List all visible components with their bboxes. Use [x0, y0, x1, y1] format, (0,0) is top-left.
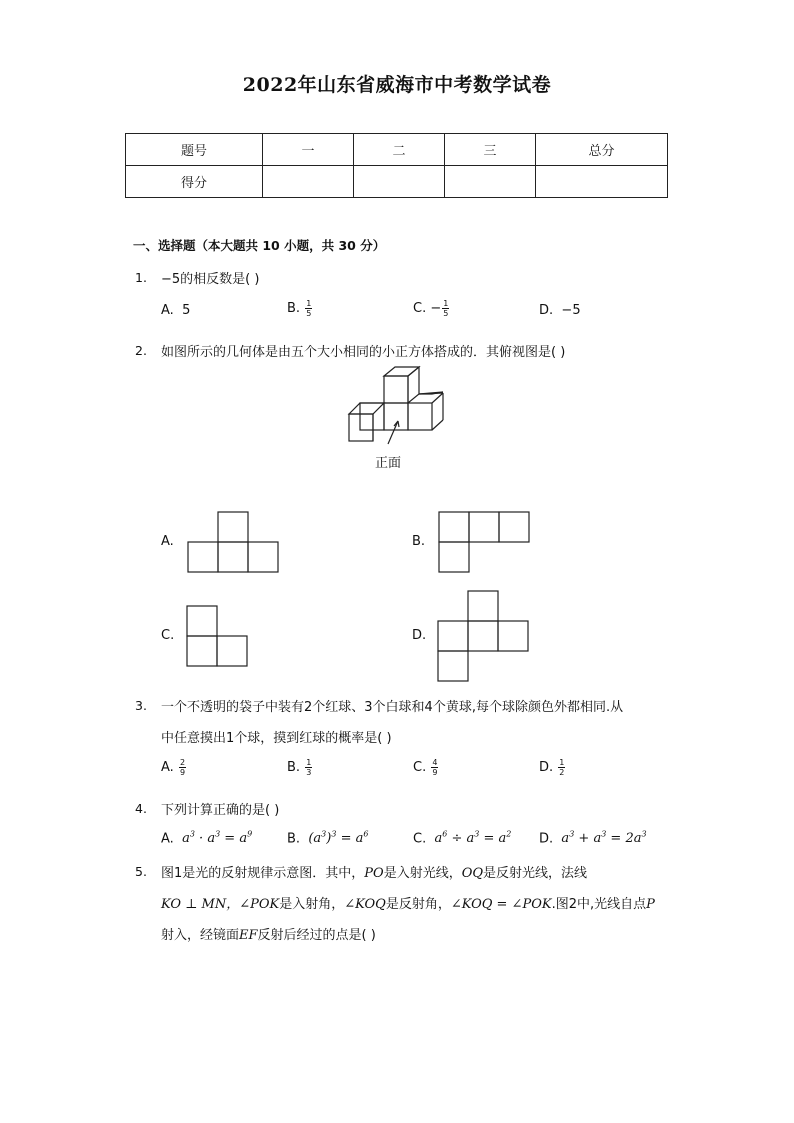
option-b-label: B.	[412, 534, 426, 549]
math-expression: $a^3 + a^3 = 2a^3$	[557, 830, 647, 847]
question-stem-line1: 一个不透明的袋子中装有2个红球、3个白球和4个黄球,每个球除颜色外都相同.从	[161, 700, 624, 715]
stem-text: 图1是光的反射规律示意图．其中，	[161, 866, 365, 881]
fraction-denominator: 5	[306, 309, 312, 318]
option-c	[413, 758, 439, 777]
fraction-numerator: 1	[306, 299, 312, 308]
stem-text: 射入，经镜面	[161, 928, 240, 943]
table-header-cell: 一	[263, 134, 354, 166]
figure-label: 正面	[375, 456, 402, 471]
question-number: 4.	[135, 801, 147, 816]
option-label: B.	[287, 760, 301, 775]
option-label: B.	[287, 831, 301, 847]
option-label: C.	[413, 301, 427, 316]
question-number: 1.	[135, 270, 147, 285]
option-prefix: −	[430, 301, 442, 316]
math-expression: KO ⊥ MN，∠POK	[161, 897, 280, 912]
score-table-score-row	[126, 166, 668, 198]
option-label: B.	[287, 301, 301, 316]
fraction-denominator: 9	[179, 768, 186, 777]
math-oq: OQ	[461, 866, 484, 881]
fraction-denominator: 9	[432, 768, 438, 777]
option-b	[287, 758, 313, 777]
table-header-cell: 总分	[536, 134, 668, 166]
table-header-cell: 题号	[126, 134, 263, 166]
score-cell	[354, 166, 445, 198]
option-label: A.	[161, 303, 174, 318]
table-header-cell: 二	[354, 134, 445, 166]
option-d-label: D.	[412, 628, 427, 643]
question-stem-line3	[161, 924, 376, 943]
option-value: 5	[182, 303, 191, 318]
fraction-denominator: 3	[306, 768, 312, 777]
option-d-figure	[437, 590, 529, 682]
table-row-label: 得分	[126, 166, 263, 198]
option-a	[161, 303, 190, 318]
score-cell	[536, 166, 668, 198]
option-b	[287, 830, 368, 846]
stem-text: 反射后经过的点是( )	[257, 928, 376, 943]
fraction-numerator: 4	[432, 758, 438, 767]
stem-text: .图2中,光线自点	[551, 897, 647, 912]
table-header-cell: 三	[445, 134, 536, 166]
question-stem-line2: 中任意摸出1个球，摸到红球的概率是( )	[161, 731, 392, 746]
fraction-numerator: 1	[306, 758, 312, 767]
stem-text: 是反射角，	[385, 897, 451, 912]
cube-figure	[340, 362, 450, 447]
math-expression: ∠KOQ = ∠POK	[450, 897, 552, 912]
stem-text: 是入射角，	[279, 897, 345, 912]
option-a-figure	[187, 511, 279, 573]
question-stem: 如图所示的几何体是由五个大小相同的小正方体搭成的．其俯视图是( )	[161, 345, 566, 360]
math-po: PO	[364, 866, 384, 881]
option-label: C.	[413, 831, 427, 847]
question-stem-line2	[161, 893, 655, 912]
option-c-figure	[186, 605, 248, 667]
option-d	[539, 758, 566, 777]
fraction-numerator: 2	[179, 758, 186, 767]
fraction-denominator: 2	[559, 768, 565, 777]
section-heading: 一、选择题（本大题共 10 小题，共 30 分）	[133, 238, 386, 253]
option-b-figure	[438, 511, 530, 573]
fraction	[431, 758, 438, 777]
question-number: 2.	[135, 343, 147, 358]
fraction-numerator: 1	[559, 758, 565, 767]
fraction	[179, 758, 186, 777]
math-expression: ∠KOQ	[344, 897, 386, 912]
option-label: D.	[539, 303, 554, 318]
option-label: C.	[413, 760, 427, 775]
question-stem: 下列计算正确的是( )	[161, 803, 280, 818]
stem-text: 是反射光线，法线	[483, 866, 588, 881]
math-expression: $(a^3)^3 = a^6$	[304, 830, 369, 847]
option-b	[287, 299, 313, 318]
math-p: P	[646, 897, 655, 912]
score-table	[125, 133, 668, 198]
option-d	[539, 303, 581, 318]
math-expression: $a^6 \div a^3 = a^2$	[430, 830, 512, 847]
math-ef: EF	[239, 928, 258, 943]
question-number: 5.	[135, 864, 147, 879]
option-value: −5	[561, 303, 581, 318]
option-label: A.	[161, 760, 174, 775]
option-c	[413, 830, 511, 846]
option-d	[539, 830, 647, 846]
fraction-denominator: 5	[443, 309, 449, 318]
stem-text: 是入射光线，	[383, 866, 462, 881]
option-label: D.	[539, 760, 554, 775]
score-cell	[445, 166, 536, 198]
option-a	[161, 830, 252, 846]
option-label: A.	[161, 831, 174, 847]
fraction	[442, 299, 449, 318]
option-c	[413, 299, 450, 318]
score-cell	[263, 166, 354, 198]
question-stem: −5的相反数是( )	[161, 272, 260, 287]
option-c-label: C.	[161, 628, 175, 643]
fraction	[305, 758, 312, 777]
option-a-label: A.	[161, 534, 174, 549]
fraction	[305, 299, 312, 318]
fraction-numerator: 1	[443, 299, 449, 308]
option-label: D.	[539, 831, 554, 847]
option-a	[161, 758, 187, 777]
score-table-header-row	[126, 134, 668, 166]
fraction	[558, 758, 565, 777]
question-number: 3.	[135, 698, 147, 713]
question-stem-line1	[161, 862, 587, 881]
math-expression: $a^3 \cdot a^3 = a^9$	[177, 830, 253, 847]
page-title: 2022年山东省威海市中考数学试卷	[242, 74, 552, 96]
